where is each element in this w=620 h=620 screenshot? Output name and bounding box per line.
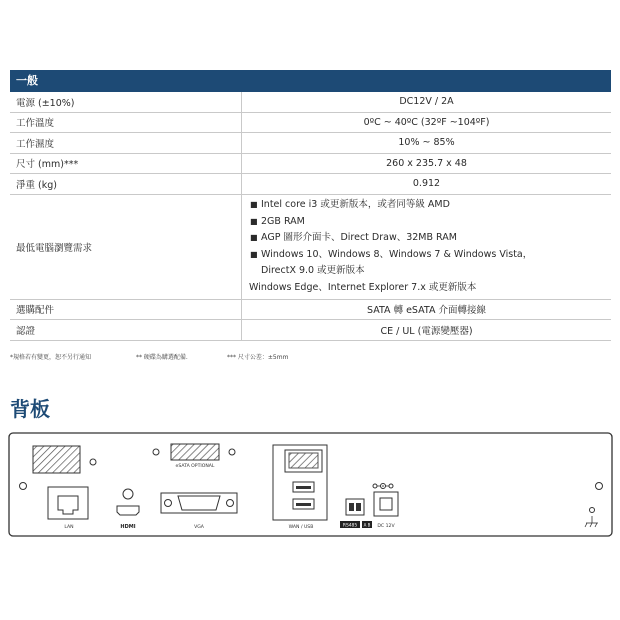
spec-row-dimensions [10,154,611,175]
panel-outline [9,433,612,536]
spec-label: 工作溫度 [10,113,242,133]
esata-port [171,444,219,460]
dc-label: DC 12V [377,524,395,529]
spec-value: 260 x 235.7 x 48 [386,157,467,169]
spec-value: 0ºC ~ 40ºC (32ºF ~104ºF) [363,116,490,128]
spec-label: 電源 (±10%) [10,92,242,112]
vent-grille [33,446,80,473]
square-bullet-icon: ■ [250,216,258,226]
list-item: ■ Windows 10、Windows 8、Windows 7 & Windows Vista， [250,247,611,264]
rs485-tag: A B [363,522,371,528]
rs485-pin [349,503,354,511]
list-item: ■ Intel core i3 或更新版本，或者同等級 AMD [250,197,611,214]
square-bullet-icon: ■ [250,233,258,242]
list-extra-line: Windows Edge、Internet Explorer 7.x 或更新版本 [249,281,477,293]
footnote: *** 尺寸公差：±5mm [227,354,289,361]
spec-row-humidity [10,133,611,154]
back-panel-diagram [8,432,614,538]
list-item-continuation: DirectX 9.0 或更新版本 [261,265,365,276]
spec-label: 選購配件 [10,300,242,320]
spec-table [10,70,611,341]
spec-row-requirements [10,195,611,300]
spec-label: 工作濕度 [10,133,242,153]
spec-value: 0.912 [412,178,441,190]
spec-row-accessories [10,300,611,321]
spec-section-header: 一般 [10,70,611,92]
spec-value: CE / UL (電源變壓器) [380,325,473,337]
requirements-list [242,197,611,296]
back-panel-title: 背板 [10,397,50,421]
spec-label: 尺寸 (mm)*** [10,154,242,174]
wan-port-inner [289,453,318,468]
list-item: ■ AGP 圖形介面卡、Direct Draw、32MB RAM [250,230,611,247]
lan-label: LAN [64,525,74,530]
square-bullet-icon: ■ [250,249,258,259]
spec-row-power [10,92,611,113]
list-item: ■ 2GB RAM [250,214,611,231]
footnote: *規格若有變更，恕不另行通知 [10,354,92,361]
rs485-label: RS485 [342,523,358,529]
spec-label: 淨重 (kg) [10,174,242,194]
spec-label: 最低電腦瀏覽需求 [10,195,242,299]
spec-row-weight [10,174,611,195]
hdmi-label: HDMI [120,524,136,530]
usb-port-contacts [296,503,311,506]
spec-row-certification [10,320,611,341]
vga-label: VGA [194,525,204,530]
square-bullet-icon: ■ [250,200,258,209]
spec-label: 認證 [10,320,242,340]
spec-value: DC12V / 2A [399,96,454,108]
usb-port-contacts [296,486,311,489]
wan-usb-label: WAN / USB [288,525,314,530]
spec-value: SATA 轉 eSATA 介面轉接線 [367,305,486,317]
spec-value: 10% ~ 85% [398,137,455,149]
spec-row-temperature [10,113,611,134]
rs485-pin [356,503,361,511]
footnote: ** 硬碟為購選配備. [136,354,188,361]
esata-label: eSATA OPTIONAL [175,464,215,469]
